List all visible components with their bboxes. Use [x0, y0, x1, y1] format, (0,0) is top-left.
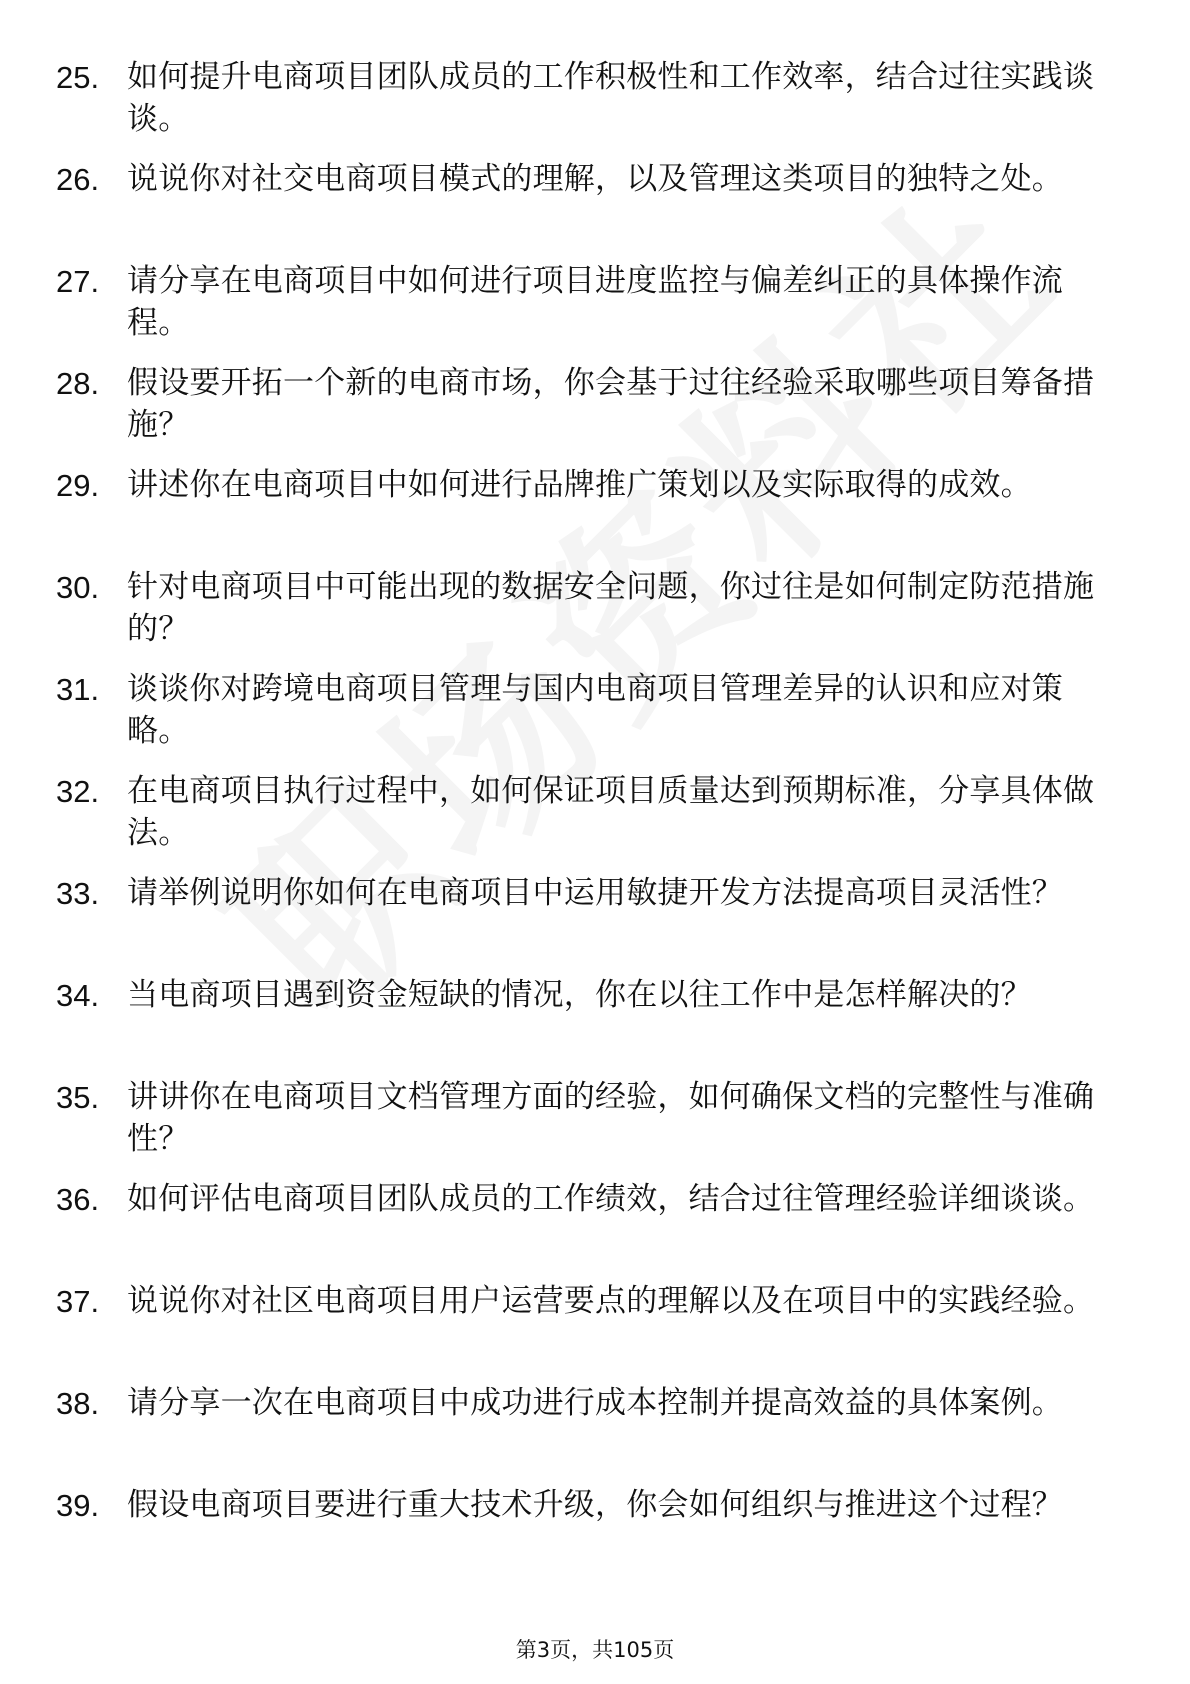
question-item: [0, 1170, 1190, 1272]
question-number: 25.: [56, 60, 100, 95]
question-text: 当电商项目遇到资金短缺的情况，你在以往工作中是怎样解决的？: [127, 977, 1032, 1013]
page-footer: 第3页，共105页: [515, 1638, 675, 1662]
question-item: [0, 48, 1190, 150]
question-item: [0, 558, 1190, 660]
question-text: 请分享一次在电商项目中成功进行成本控制并提高效益的具体案例。: [127, 1385, 1063, 1421]
question-number: 28.: [56, 366, 100, 401]
question-list: [0, 48, 1190, 1578]
question-item: [0, 966, 1190, 1068]
question-item: [0, 456, 1190, 558]
question-number: 38.: [56, 1386, 100, 1421]
question-text: 说说你对社区电商项目用户运营要点的理解以及在项目中的实践经验。: [127, 1283, 1095, 1319]
question-text: 如何评估电商项目团队成员的工作绩效，结合过往管理经验详细谈谈。: [127, 1181, 1095, 1217]
question-number: 26.: [56, 162, 100, 197]
question-text: 讲讲你在电商项目文档管理方面的经验，如何确保文档的完整性与准确性？: [127, 1079, 1095, 1157]
question-item: [0, 252, 1190, 354]
question-item: [0, 1476, 1190, 1578]
question-text: 请分享在电商项目中如何进行项目进度监控与偏差纠正的具体操作流程。: [127, 263, 1063, 341]
question-item: [0, 1272, 1190, 1374]
question-text: 在电商项目执行过程中，如何保证项目质量达到预期标准，分享具体做法。: [127, 773, 1095, 851]
question-number: 39.: [56, 1488, 100, 1523]
question-number: 33.: [56, 876, 100, 911]
question-text: 请举例说明你如何在电商项目中运用敏捷开发方法提高项目灵活性？: [127, 875, 1063, 911]
question-item: [0, 354, 1190, 456]
question-number: 36.: [56, 1182, 100, 1217]
question-item: [0, 762, 1190, 864]
question-text: 如何提升电商项目团队成员的工作积极性和工作效率，结合过往实践谈谈。: [127, 59, 1095, 137]
question-text: 假设电商项目要进行重大技术升级，你会如何组织与推进这个过程？: [127, 1487, 1063, 1523]
question-text: 谈谈你对跨境电商项目管理与国内电商项目管理差异的认识和应对策略。: [127, 671, 1063, 749]
question-text: 说说你对社交电商项目模式的理解，以及管理这类项目的独特之处。: [127, 161, 1063, 197]
question-item: [0, 1374, 1190, 1476]
question-number: 32.: [56, 774, 100, 809]
question-number: 35.: [56, 1080, 100, 1115]
question-item: [0, 864, 1190, 966]
question-number: 30.: [56, 570, 100, 605]
question-item: [0, 660, 1190, 762]
question-number: 31.: [56, 672, 100, 707]
question-text: 假设要开拓一个新的电商市场，你会基于过往经验采取哪些项目筹备措施？: [127, 365, 1095, 443]
question-text: 针对电商项目中可能出现的数据安全问题，你过往是如何制定防范措施的？: [127, 569, 1095, 647]
question-number: 29.: [56, 468, 100, 503]
question-text: 讲述你在电商项目中如何进行品牌推广策划以及实际取得的成效。: [127, 467, 1032, 503]
question-number: 27.: [56, 264, 100, 299]
question-item: [0, 1068, 1190, 1170]
question-number: 37.: [56, 1284, 100, 1319]
question-number: 34.: [56, 978, 100, 1013]
question-item: [0, 150, 1190, 252]
